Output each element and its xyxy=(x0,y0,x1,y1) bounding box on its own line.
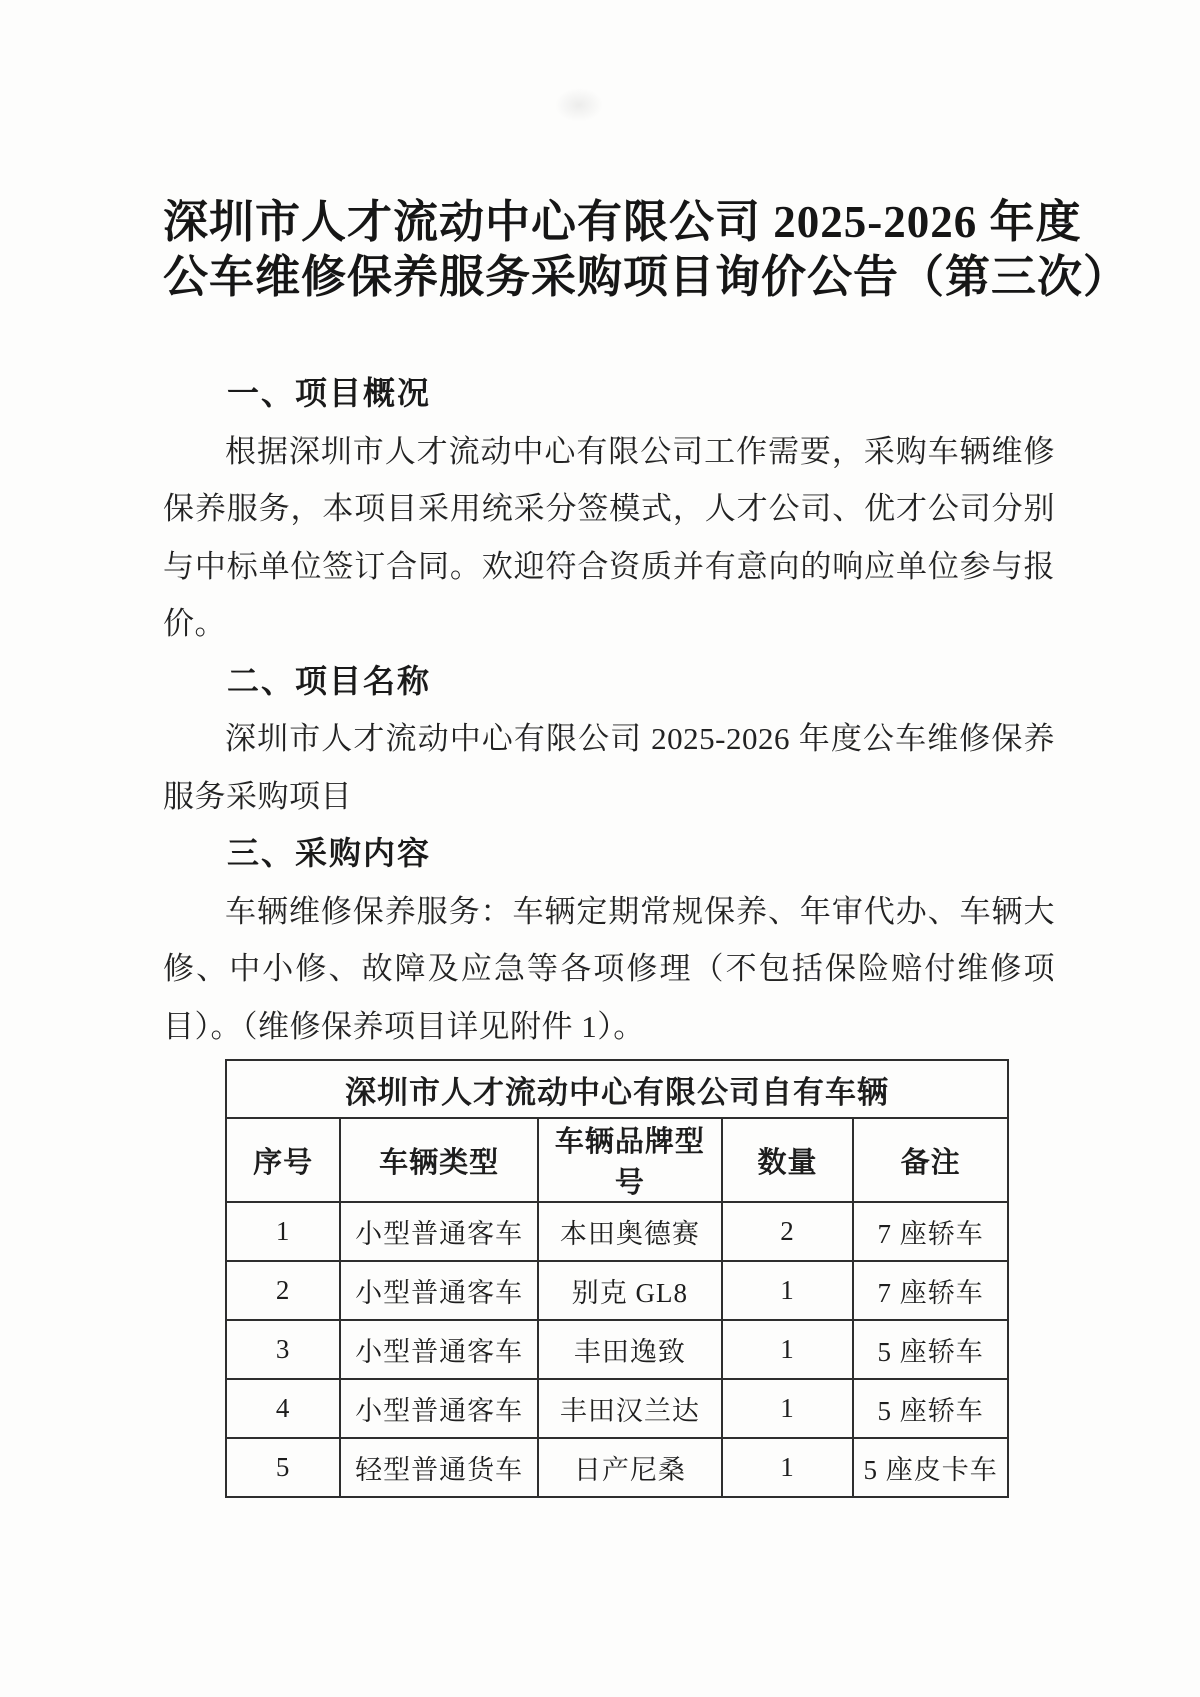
cell-remarks: 7 座轿车 xyxy=(853,1202,1008,1261)
col-header-index: 序号 xyxy=(226,1118,340,1202)
cell-vehicle-type: 轻型普通货车 xyxy=(340,1438,538,1497)
cell-index: 4 xyxy=(226,1379,340,1438)
col-header-brand-model: 车辆品牌型号 xyxy=(538,1118,722,1202)
vehicle-table xyxy=(225,1059,1009,1498)
cell-remarks: 5 座轿车 xyxy=(853,1320,1008,1379)
cell-index: 2 xyxy=(226,1261,340,1320)
document-title xyxy=(163,195,1130,305)
cell-quantity: 2 xyxy=(722,1202,853,1261)
col-header-vehicle-type: 车辆类型 xyxy=(340,1118,538,1202)
title-line-2: 公车维修保养服务采购项目询价公告（第三次） xyxy=(163,252,1130,302)
cell-vehicle-type: 小型普通客车 xyxy=(340,1261,538,1320)
cell-remarks: 5 座皮卡车 xyxy=(853,1438,1008,1497)
col-header-quantity: 数量 xyxy=(722,1118,853,1202)
cell-index: 3 xyxy=(226,1320,340,1379)
cell-vehicle-type: 小型普通客车 xyxy=(340,1202,538,1261)
section-3-heading: 三、采购内容 xyxy=(227,835,432,871)
cell-quantity: 1 xyxy=(722,1320,853,1379)
table-row-1 xyxy=(226,1202,1008,1261)
table-title: 深圳市人才流动中心有限公司自有车辆 xyxy=(226,1060,1008,1118)
cell-brand-model: 丰田逸致 xyxy=(538,1320,722,1379)
section-3-paragraph: 车辆维修保养服务：车辆定期常规保养、年审代办、车辆大修、中小修、故障及应急等各项修理（不包括保险赔付维修项目）。（维修保养项目详见附件 1）。 xyxy=(163,893,1055,1044)
cell-vehicle-type: 小型普通客车 xyxy=(340,1320,538,1379)
table-row-3 xyxy=(226,1320,1008,1379)
cell-quantity: 1 xyxy=(722,1438,853,1497)
table-row-2 xyxy=(226,1261,1008,1320)
cell-quantity: 1 xyxy=(722,1261,853,1320)
table-title-row xyxy=(226,1060,1008,1118)
cell-brand-model: 本田奥德赛 xyxy=(538,1202,722,1261)
cell-index: 5 xyxy=(226,1438,340,1497)
section-1-paragraph: 根据深圳市人才流动中心有限公司工作需要，采购车辆维修保养服务，本项目采用统采分签模式，人才公司、优才公司分别与中标单位签订合同。欢迎符合资质并有意向的响应单位参与报价。 xyxy=(163,433,1055,641)
cell-index: 1 xyxy=(226,1202,340,1261)
title-line-1: 深圳市人才流动中心有限公司 2025-2026 年度 xyxy=(163,197,1082,247)
section-2-heading: 二、项目名称 xyxy=(227,662,432,699)
col-header-remarks: 备注 xyxy=(853,1118,1008,1202)
vehicle-table-container xyxy=(225,1059,1009,1498)
table-row-5 xyxy=(226,1438,1008,1497)
cell-remarks: 7 座轿车 xyxy=(853,1261,1008,1320)
cell-vehicle-type: 小型普通客车 xyxy=(340,1379,538,1438)
cell-brand-model: 丰田汉兰达 xyxy=(538,1379,722,1438)
table-header-row xyxy=(226,1118,1008,1202)
cell-brand-model: 日产尼桑 xyxy=(538,1438,722,1497)
section-1-heading: 一、项目概况 xyxy=(227,375,432,411)
cell-brand-model: 别克 GL8 xyxy=(538,1261,722,1320)
cell-quantity: 1 xyxy=(722,1379,853,1438)
cell-remarks: 5 座轿车 xyxy=(853,1379,1008,1438)
section-2-paragraph: 深圳市人才流动中心有限公司 2025-2026 年度公车维修保养服务采购项目 xyxy=(163,721,1055,814)
table-row-4 xyxy=(226,1379,1008,1438)
